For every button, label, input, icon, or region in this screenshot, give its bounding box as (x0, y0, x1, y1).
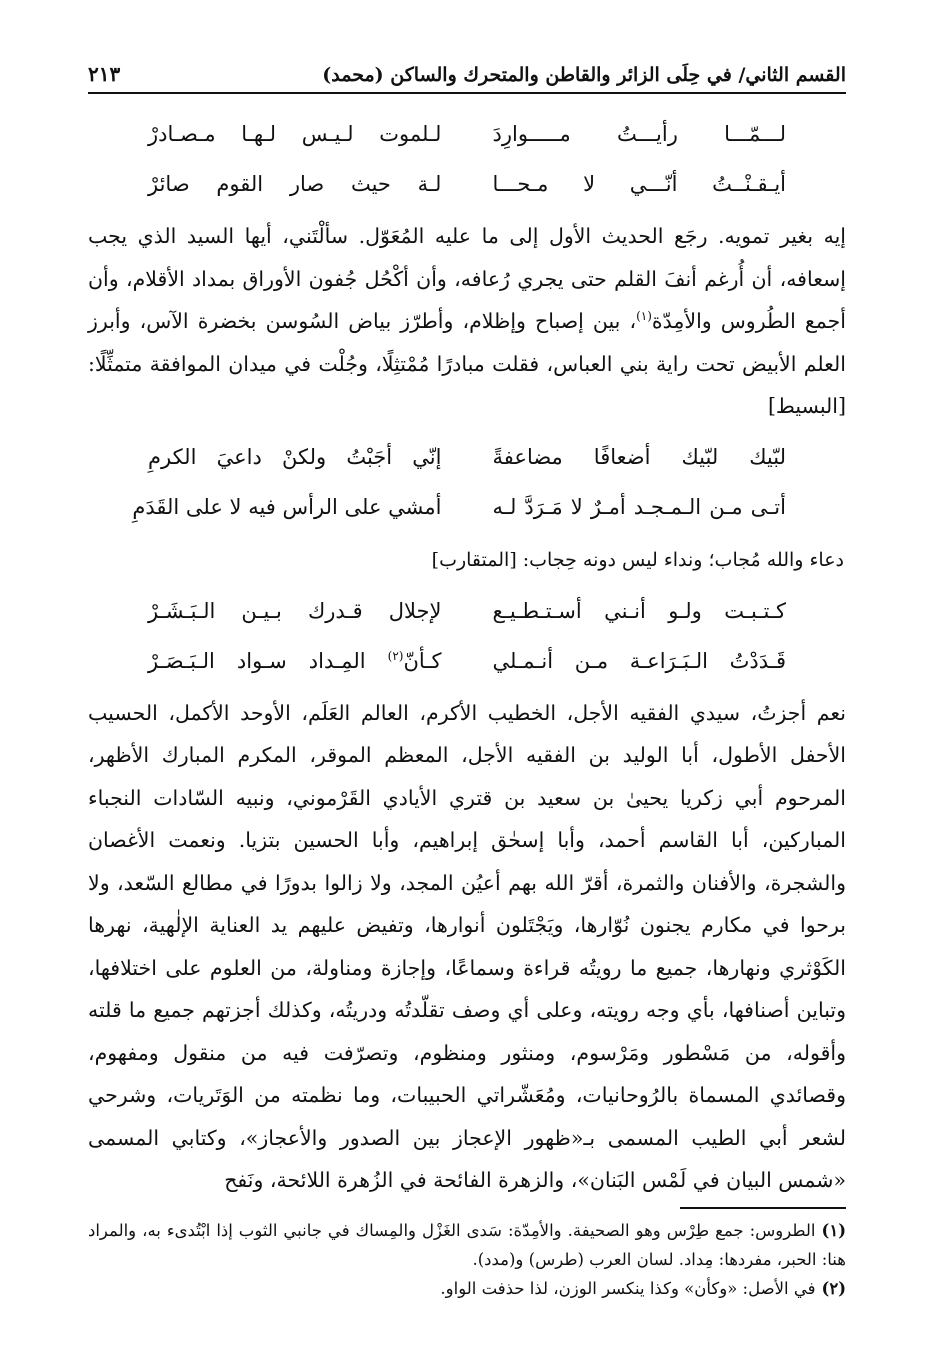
verse-block-2 (132, 432, 786, 532)
verse-block-1 (148, 109, 786, 209)
footnotes (88, 1216, 846, 1303)
verse-line (148, 109, 786, 159)
verse-first-hemistich: لـــمّـــا رأيـــتُ مـــــوارِدَ (492, 122, 786, 146)
hemistich-text: كـأنّ (403, 648, 442, 673)
verse-second-hemistich: لـة حيث صار القوم صائرْ (148, 172, 442, 196)
prose-paragraph-1 (88, 215, 846, 428)
page-body (88, 105, 846, 1202)
footnote-rule (680, 1207, 846, 1209)
verse-line (148, 159, 786, 209)
verse-line (148, 432, 786, 482)
verse-first-hemistich: أيـقـنْــتُ أنّـــي لا مـحـــا (492, 172, 786, 196)
verse-second-hemistich: لـلموت لـيـس لـهـا مـصـادرْ (148, 122, 442, 146)
verse-first-hemistich: أتـى مـن الـمـجـد أمـرٌ لا مَـرَدَّ لـه (492, 494, 786, 519)
paragraph-text-tail: ، بين إصباح وإظلام، وأطرّز بياض السُوسن بخضرة الآس، وأبرز العلم الأبيض تحت راية بني العباس، فقلت مبادرًا مُمْتثِلًا، وجُلْت في ميدان الموافقة متمثِّلًا: [البسيط] (88, 309, 846, 418)
verse-second-hemistich (148, 649, 441, 673)
verse-first-hemistich: قَـدَدْتُ الـبَـرَاعـة مـن أنـمـلي (492, 648, 786, 673)
verse-line (132, 482, 786, 532)
verse-line (148, 636, 786, 686)
verse-first-hemistich: لبّيك لبّيك أضعافًا مضاعفةً (492, 444, 786, 469)
meter-line: دعاء والله مُجاب؛ ونداء ليس دونه حِجاب: [المتقارب] (431, 548, 844, 571)
footnote-text: الطروس: جمع طِرْس وهو الصحيفة. والأمِدّة: سَدى الغَزْل والمِساك في جانبي الثوب إذا ابْتُدىء به، والمراد هنا: الحبر، مفردها: مِداد. لسان العرب (طرس) و(مدد). (88, 1221, 846, 1269)
footnote-2 (88, 1274, 846, 1303)
paragraph-text: إيه بغير تمويه. رجَع الحديث الأول إلى ما عليه المُعَوّل. سألْتَني، أيها السيد الذي يجب إسعافه، أن أُرغم أنفَ القلم حتى يجري رُعافه، وأن أكْحُل جُفون الأوراق بمداد الأقلام، وأن أجمع الطُروس والأمِدّة (88, 224, 846, 333)
footnote-1 (88, 1216, 846, 1274)
verse-second-hemistich: لإجلال قـدرك بـيـن الـبَـشَـرْ (148, 598, 442, 623)
verse-first-hemistich: كـتـبـت ولـو أنـني أسـتـطـيـع (492, 598, 786, 623)
footnote-number: (١) (821, 1221, 846, 1240)
verse-block-3 (148, 586, 786, 686)
section-title: القسم الثاني/ في حِلَى الزائر والقاطن والمتحرك والساكن (محمد) (322, 64, 846, 86)
footnote-ref-2[interactable]: (٢) (387, 648, 404, 663)
header-rule (88, 92, 846, 94)
hemistich-text-tail: المِـداد سـواد الـبَـصَـرْ (148, 648, 388, 673)
running-head (88, 52, 846, 86)
verse-second-hemistich: أمشي على الرأس فيه لا على القَدَمِ (132, 494, 442, 519)
footnote-text: في الأصل: «وكأن» وكذا ينكسر الوزن، لذا حذفت الواو. (440, 1279, 816, 1298)
footnote-ref-1[interactable]: (١) (636, 309, 652, 324)
verse-second-hemistich: إنّي أجَبْتُ ولكنْ داعيَ الكرمِ (148, 444, 442, 469)
page-number: ٢١٣ (88, 62, 121, 86)
footnote-number: (٢) (821, 1279, 846, 1298)
verse-line (148, 586, 786, 636)
prose-paragraph-2: نعم أجزتُ، سيدي الفقيه الأجل، الخطيب الأكرم، العالم العَلَم، الأوحد الأكمل، الحسيب الأحفل الأطول، أبا الوليد بن الفقيه الأجل، المعظم الموقر، المكرم المبارك الأظهر، المرحوم أبي زكريا يحيىٰ بن سعيد بن قتري الأيادي القَرْموني، ونبيه السّادات النجباء المباركين، أبا القاسم أحمد، وأبا إسحٰق إبراهيم، وأبا الحسين بتزيا. ونعمت الأغصان والشجرة، والأفنان والثمرة، أقرّ الله بهم أعيُن المجد، ولا زالوا بدورًا في مطالع السّعد، ولا برحوا في مكارم يجنون نُوّارها، ويَجْتَلون أنوارها، وتفيض عليهم يد العناية الإلٰهية، نهرها الكَوْثري ونهارها، جميع ما رويتُه قراءة وسماعًا، وإجازة ومناولة، من العلوم على اختلافها، وتباين أصنافها، بأي وجه رويته، وعلى أي وصف تقلّدتُه ودريتُه، وكذلك أجزتهم جميع ما قلته وأقوله، من مَسْطور ومَرْسوم، ومنثور ومنظوم، وتصرّفت فيه من منقول ومفهوم، وقصائدي المسماة بالرُوحانيات، ومُعَشّراتي الحبيبات، وما نظمته من الوَتَريات، وشرحي لشعر أبي الطيب المسمى بـ«ظهور الإعجاز بين الصدور والأعجاز»، وكتابي المسمى «شمس البيان في لَمْس البَنان»، والزهرة الفائحة في الزُهرة اللائحة، ونَفح (88, 700, 846, 1192)
